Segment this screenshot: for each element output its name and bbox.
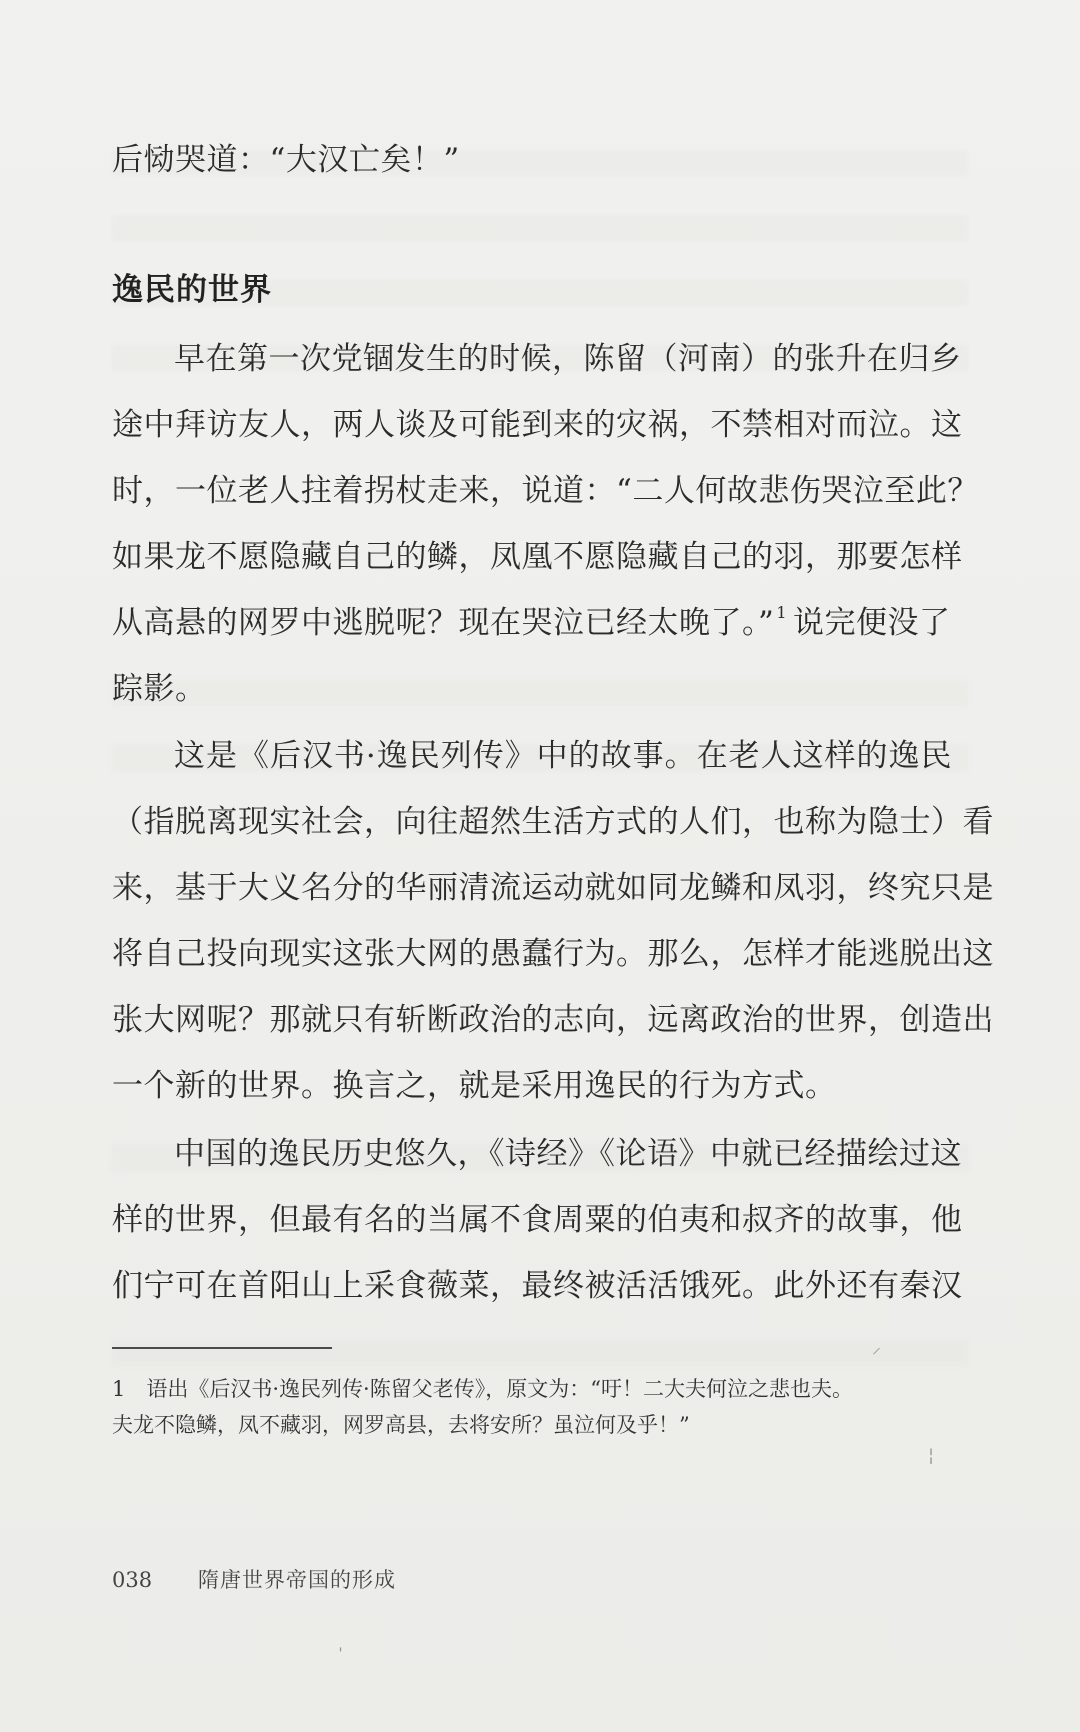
page-number: 038 — [112, 1568, 153, 1592]
text-line: （指脱离现实社会，向往超然生活方式的人们，也称为隐士）看 — [112, 804, 994, 840]
bleed-through — [112, 215, 968, 241]
text-line: 途中拜访友人，两人谈及可能到来的灾祸，不禁相对而泣。这 — [112, 407, 963, 443]
text-line — [112, 603, 951, 643]
scan-speck: ¦ — [928, 1445, 935, 1466]
scan-speck: ⸝ — [872, 1337, 881, 1358]
text-line: 后恸哭道：“大汉亡矣！” — [112, 142, 460, 178]
running-title: 隋唐世界帝国的形成 — [198, 1568, 396, 1592]
text-segment: 从高悬的网罗中逃脱呢？现在哭泣已经太晚了。” — [112, 605, 775, 641]
footnote-line: 夫龙不隐鳞，凤不藏羽，网罗高县，去将安所？虽泣何及乎！” — [112, 1413, 690, 1437]
bleed-through — [112, 1340, 968, 1366]
text-line: 早在第一次党锢发生的时候，陈留（河南）的张升在归乡 — [174, 341, 962, 377]
text-line: 将自己投向现实这张大网的愚蠢行为。那么，怎样才能逃脱出这 — [112, 936, 994, 972]
text-line: 张大网呢？那就只有斩断政治的志向，远离政治的世界，创造出 — [112, 1002, 994, 1038]
text-segment: 说完便没了 — [793, 605, 951, 641]
scan-speck: ˈ — [338, 1645, 343, 1666]
text-line: 们宁可在首阳山上采食薇菜，最终被活活饿死。此外还有秦汉 — [112, 1268, 963, 1304]
footnote-line: 1 语出《后汉书·逸民列传·陈留父老传》，原文为：“吁！二大夫何泣之悲也夫。 — [112, 1377, 853, 1401]
section-heading: 逸民的世界 — [112, 272, 272, 308]
text-line: 踪影。 — [112, 671, 207, 707]
footnote-divider — [112, 1347, 332, 1349]
text-line: 样的世界，但最有名的当属不食周粟的伯夷和叔齐的故事，他 — [112, 1202, 963, 1238]
text-line: 如果龙不愿隐藏自己的鳞，凤凰不愿隐藏自己的羽，那要怎样 — [112, 539, 963, 575]
text-line: 这是《后汉书·逸民列传》中的故事。在老人这样的逸民 — [174, 738, 952, 774]
text-line: 时，一位老人拄着拐杖走来，说道：“二人何故悲伤哭泣至此？ — [112, 473, 979, 509]
text-line: 来，基于大义名分的华丽清流运动就如同龙鳞和凤羽，终究只是 — [112, 870, 994, 906]
footnote-marker: 1 — [776, 603, 788, 622]
text-line: 一个新的世界。换言之，就是采用逸民的行为方式。 — [112, 1068, 837, 1104]
text-line: 中国的逸民历史悠久，《诗经》《论语》中就已经描绘过这 — [174, 1136, 962, 1172]
